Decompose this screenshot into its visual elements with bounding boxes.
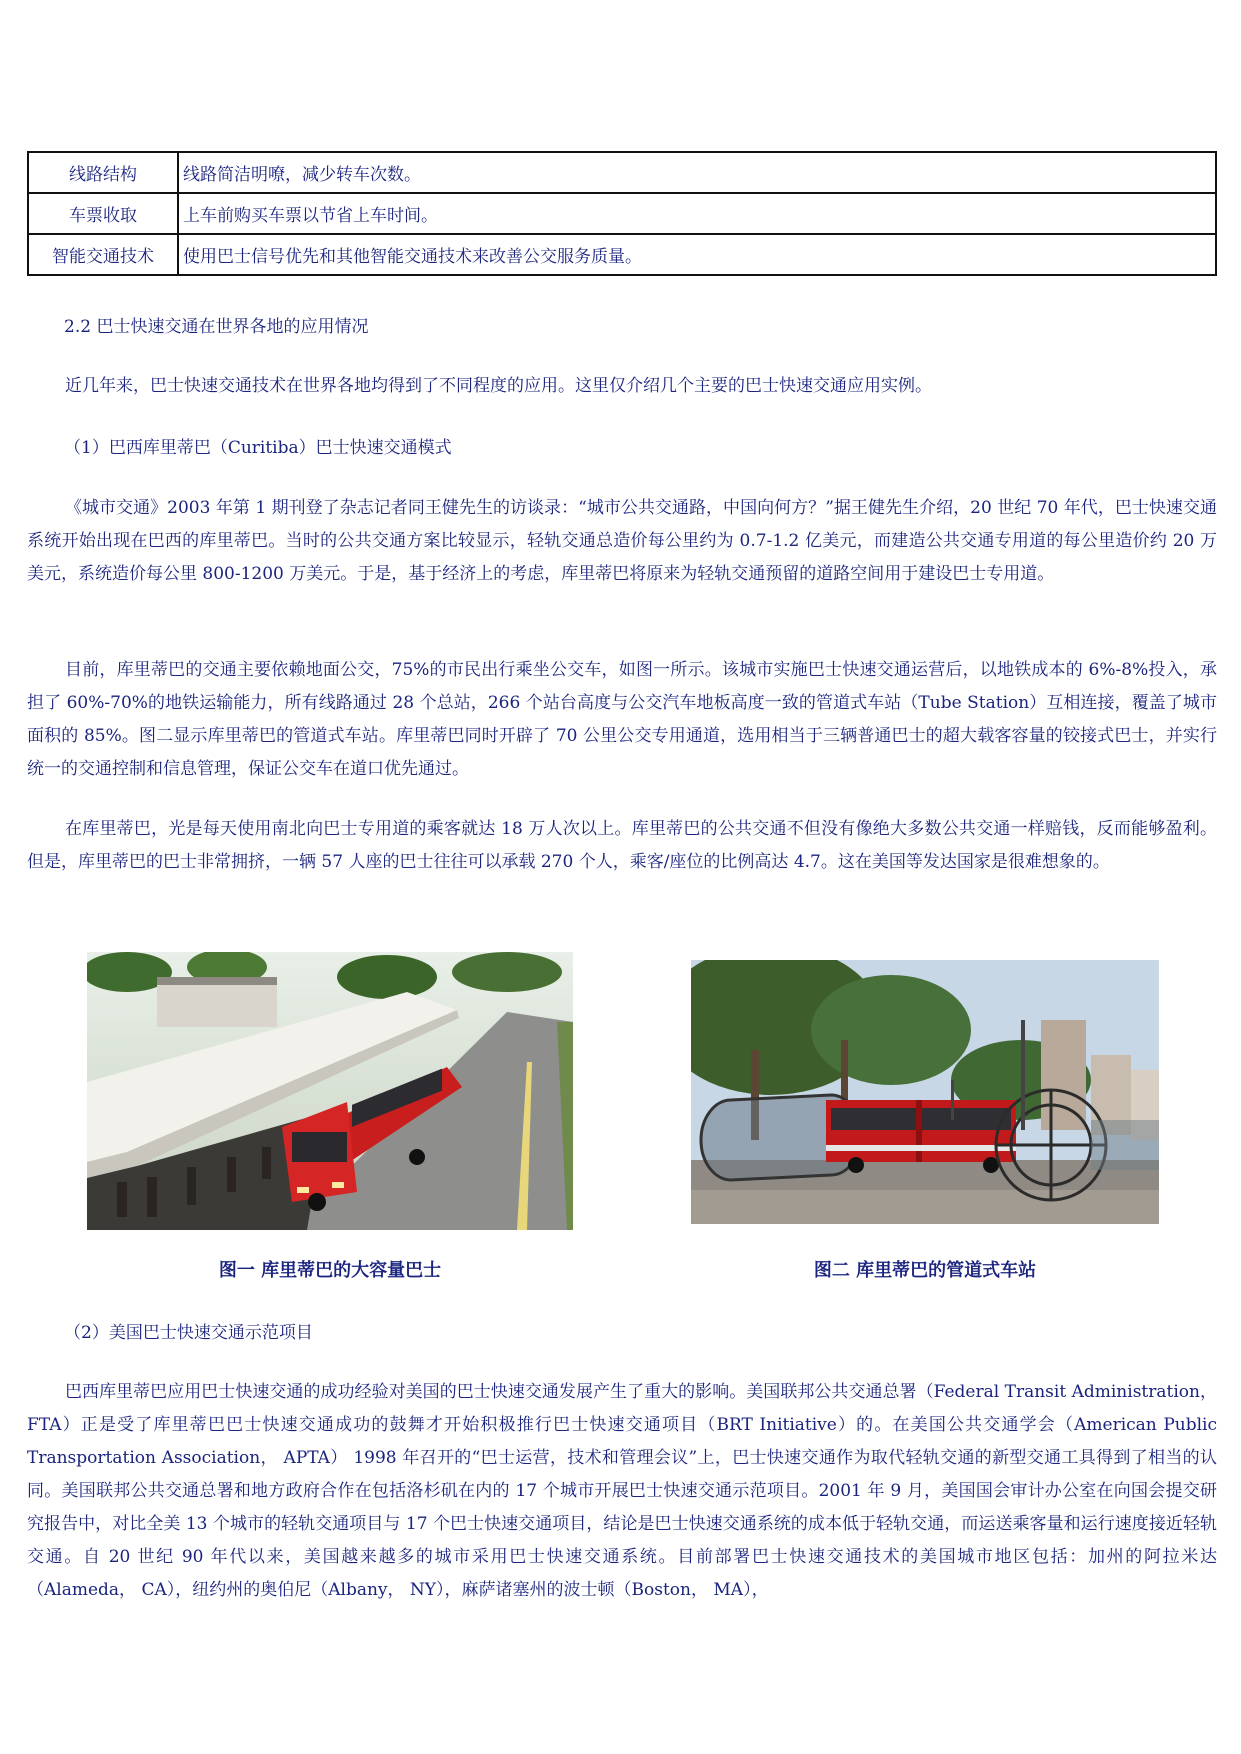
- table-row-text: 上车前购买车票以节省上车时间。: [178, 193, 1216, 234]
- paragraph: 在库里蒂巴，光是每天使用南北向巴士专用道的乘客就达 18 万人次以上。库里蒂巴的公共交通不但没有像绝大多数公共交通一样赔钱，反而能够盈利。但是，库里蒂巴的巴士非常拥挤，一辆 57 人座的巴士往往可以承载 270 个人，乘客/座位的比例高达 4.7。这在美国等发达国家是很难想象的。: [27, 819, 1217, 872]
- table-row: [28, 234, 1216, 275]
- paragraph: 巴西库里蒂巴应用巴士快速交通的成功经验对美国的巴士快速交通发展产生了重大的影响。美国联邦公共交通总署（Federal Transit Administration， FTA）正是受了库里蒂巴巴士快速交通成功的鼓舞才开始积极推行巴士快速交通项目（BRT Initiative）的。在美国公共交通学会（American Public Transportation Association， APTA） 1998 年召开的“巴士运营，技术和管理会议”上，巴士快速交通作为取代轻轨交通的新型交通工具得到了相当的认同。美国联邦公共交通总署和地方政府合作在包括洛杉矶在内的 17 个城市开展巴士快速交通示范项目。2001 年 9 月，美国国会审计办公室在向国会提交研究报告中，对比全美 13 个城市的轻轨交通项目与 17 个巴士快速交通项目，结论是巴士快速交通系统的成本低于轻轨交通，而运送乘客量和运行速度接近轻轨交通。自 20 世纪 90 年代以来，美国越来越多的城市采用巴士快速交通系统。目前部署巴士快速交通技术的美国城市地区包括：加州的阿拉米达（Alameda， CA），纽约州的奥伯尼（Albany， NY），麻萨诸塞州的波士顿（Boston， MA），: [27, 1382, 1217, 1600]
- table-row: [28, 152, 1216, 193]
- table-row-text: 使用巴士信号优先和其他智能交通技术来改善公交服务质量。: [178, 234, 1216, 275]
- paragraph: 近几年来，巴士快速交通技术在世界各地均得到了不同程度的应用。这里仅介绍几个主要的巴士快速交通应用实例。: [65, 376, 932, 396]
- table-row-label: 车票收取: [28, 193, 178, 234]
- curitiba-bus-photo: [87, 952, 573, 1230]
- table-row-label: 智能交通技术: [28, 234, 178, 275]
- tube-station-photo: [691, 960, 1159, 1224]
- subsection-heading: （1）巴西库里蒂巴（Curitiba）巴士快速交通模式: [64, 438, 452, 458]
- section-heading: 2.2 巴士快速交通在世界各地的应用情况: [64, 317, 369, 337]
- figure-caption: 图二 库里蒂巴的管道式车站: [813, 1260, 1037, 1281]
- brt-feature-table: [27, 151, 1217, 276]
- paragraph: 《城市交通》2003 年第 1 期刊登了杂志记者同王健先生的访谈录：“城市公共交通路，中国向何方？”据王健先生介绍，20 世纪 70 年代，巴士快速交通系统开始出现在巴西的库里蒂巴。当时的公共交通方案比较显示，轻轨交通总造价每公里约为 0.7-1.2 亿美元，而建造公共交通专用道的每公里造价约 20 万美元，系统造价每公里 800-1200 万美元。于是，基于经济上的考虑，库里蒂巴将原来为轻轨交通预留的道路空间用于建设巴士专用道。: [27, 498, 1217, 584]
- subsection-heading: （2）美国巴士快速交通示范项目: [64, 1323, 313, 1343]
- table-row: [28, 193, 1216, 234]
- paragraph: 目前，库里蒂巴的交通主要依赖地面公交，75%的市民出行乘坐公交车，如图一所示。该城市实施巴士快速交通运营后，以地铁成本的 6%-8%投入，承担了 60%-70%的地铁运输能力，所有线路通过 28 个总站，266 个站台高度与公交汽车地板高度一致的管道式车站（Tube Station）互相连接，覆盖了城市面积的 85%。图二显示库里蒂巴的管道式车站。库里蒂巴同时开辟了 70 公里公交专用通道，选用相当于三辆普通巴士的超大载客容量的铰接式巴士，并实行统一的交通控制和信息管理，保证公交车在道口优先通过。: [27, 660, 1217, 779]
- table-row-label: 线路结构: [28, 152, 178, 193]
- table-row-text: 线路简洁明嘹，减少转车次数。: [178, 152, 1216, 193]
- figure-caption: 图一 库里蒂巴的大容量巴士: [218, 1260, 442, 1281]
